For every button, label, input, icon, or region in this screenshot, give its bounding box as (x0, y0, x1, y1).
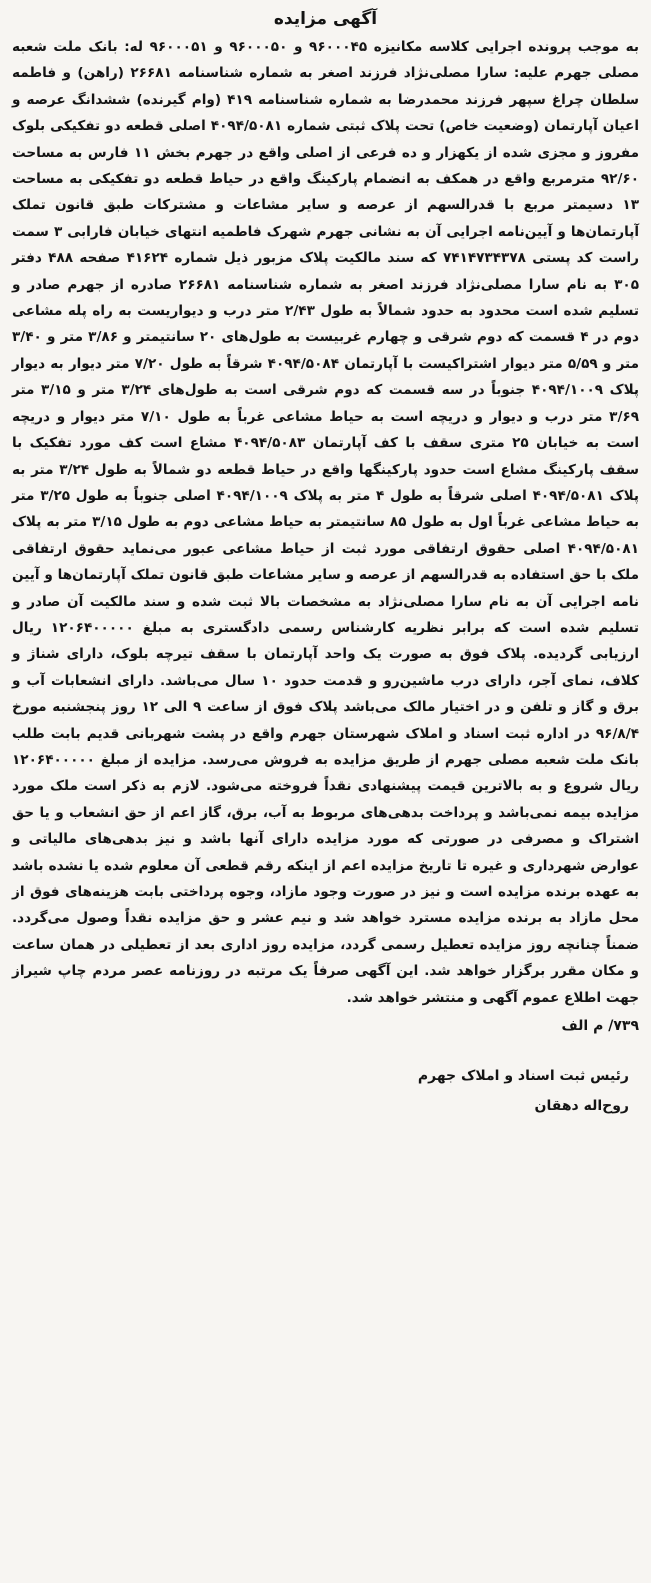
signature-block (12, 1061, 639, 1121)
notice-title: آگهی مزایده (273, 9, 378, 29)
signature-title: رئیس ثبت اسناد و املاک جهرم (417, 1068, 629, 1085)
reference-number: ۷۳۹/ م الف (561, 1018, 639, 1035)
notice-body: به موجب پرونده اجرایی کلاسه مکانیزه ۹۶۰۰۰۴۵ و ۹۶۰۰۰۵۰ و ۹۶۰۰۰۵۱ له: بانک ملت شعبه مصلی جهرم علیه: سارا مصلی‌نژاد فرزند اصغر به شماره شناسنامه ۲۶۶۸۱ (راهن) و فاطمه سلطان چراغ سپهر فرزند محمدرضا به شماره شناسنامه ۴۱۹ (وام گیرنده) ششدانگ عرصه و اعیان آپارتمان (وضعیت خاص) تحت پلاک ثبتی شماره ۴۰۹۴/۵۰۸۱ اصلی قطعه دو تفکیکی بلوک مفروز و مجزی شده از یکهزار و ده فرعی از اصلی واقع در جهرم بخش ۱۱ فارس به مساحت ۹۲/۶۰ مترمربع واقع در همکف به انضمام پارکینگ واقع در حیاط قطعه دو تفکیکی به مساحت ۱۳ دسیمتر مربع با قدرالسهم از عرصه و سایر مشاعات و مشترکات طبق قانون تملک آپارتمان‌ها و آیین‌نامه اجرایی آن به نشانی جهرم شهرک فاطمیه انتهای خیابان فارابی ۳ سمت راست کد پستی ۷۴۱۴۷۳۴۳۷۸ که سند مالکیت پلاک مزبور ذیل شماره ۴۱۶۲۴ صفحه ۴۸۸ دفتر ۳۰۵ به نام سارا مصلی‌نژاد فرزند اصغر به شماره شناسنامه ۲۶۶۸۱ صادره از جهرم صادر و تسلیم شده است محدود به حدود شمالاً به طول ۲/۴۳ متر درب و دیواریست به راه پله مشاعی دوم در ۴ قسمت که دوم شرقی و چهارم غربیست به طول‌های ۲۰ سانتیمتر و ۳/۸۶ متر و ۳/۴۰ متر و ۵/۵۹ متر دیوار اشتراکیست با آپارتمان ۴۰۹۴/۵۰۸۴ شرقاً به طول ۷/۲۰ متر دیوار به دیوار پلاک ۴۰۹۴/۱۰۰۹ جنوباً در سه قسمت که دوم شرقی است به طول‌های ۳/۲۴ متر و ۳/۱۵ متر ۳/۶۹ متر درب و دیوار و دریچه است به حیاط مشاعی غرباً به طول ۷/۱۰ متر دیوار و دریچه است به خیابان ۲۵ متری سقف با کف آپارتمان ۴۰۹۴/۵۰۸۳ مشاع است کف مورد تفکیک با سقف پارکینگ مشاع است حدود پارکینگها واقع در حیاط قطعه دو شمالاً به طول ۳/۲۴ متر به پلاک ۴۰۹۴/۵۰۸۱ اصلی شرقاً به طول ۴ متر به پلاک ۴۰۹۴/۱۰۰۹ اصلی جنوباً به طول ۳/۲۵ متر به حیاط مشاعی غرباً اول به طول ۸۵ سانتیمتر به حیاط مشاعی دوم به طول ۳/۱۵ متر به پلاک ۴۰۹۴/۵۰۸۱ اصلی حقوق ارتفاقی مورد ثبت از حیاط مشاعی عبور می‌نماید حقوق ارتفاقی ملک با حق استفاده به قدرالسهم از عرصه و سایر مشاعات طبق قانون تملک آپارتمان‌ها و آیین نامه اجرایی آن به نام سارا مصلی‌نژاد به مشخصات بالا ثبت شده و سند مالکیت آن صادر و تسلیم شده است که برابر نظریه کارشناس رسمی دادگستری به مبلغ ۱۲۰۶۴۰۰۰۰۰ ریال ارزیابی گردیده. پلاک فوق به صورت یک واحد آپارتمان با سقف تیرچه بلوک، دارای شناژ و کلاف، نمای آجر، دارای درب ماشین‌رو و قدمت حدود ۱۰ سال می‌باشد. دارای انشعابات آب و برق و گاز و تلفن و در اختیار مالک می‌باشد پلاک فوق از ساعت ۹ الی ۱۲ روز پنجشنبه مورخ ۹۶/۸/۴ در اداره ثبت اسناد و املاک شهرستان جهرم واقع در پشت شهربانی قدیم بابت طلب بانک ملت شعبه مصلی جهرم از طریق مزایده به فروش می‌رسد. مزایده از مبلغ ۱۲۰۶۴۰۰۰۰۰ ریال شروع و به بالاترین قیمت پیشنهادی نقداً فروخته می‌شود. لازم به ذکر است ملک مورد مزایده بیمه نمی‌باشد و پرداخت بدهی‌های مربوط به آب، برق، گاز اعم از حق انشعاب و یا حق اشتراک و مصرفی در صورتی که مورد مزایده دارای آنها باشد و نیز بدهی‌های مالیاتی و عوارض شهرداری و غیره تا تاریخ مزایده اعم از اینکه رقم قطعی آن معلوم شده یا نشده باشد به عهده برنده مزایده است و نیز در صورت وجود مازاد، وجوه پرداختی بابت هزینه‌های فوق از محل مازاد به برنده مزایده مسترد خواهد شد و نیم عشر و حق مزایده نقداً وصول می‌گردد. ضمناً چنانچه روز مزایده تعطیل رسمی گردد، مزایده روز اداری بعد از تعطیلی در همان ساعت و مکان مقرر برگزار خواهد شد. این آگهی صرفاً یک مرتبه در روزنامه عصر مردم چاپ شیراز جهت اطلاع عموم آگهی و منتشر خواهد شد. (12, 39, 640, 1006)
signature-name: روح‌اله دهقان (534, 1098, 629, 1115)
